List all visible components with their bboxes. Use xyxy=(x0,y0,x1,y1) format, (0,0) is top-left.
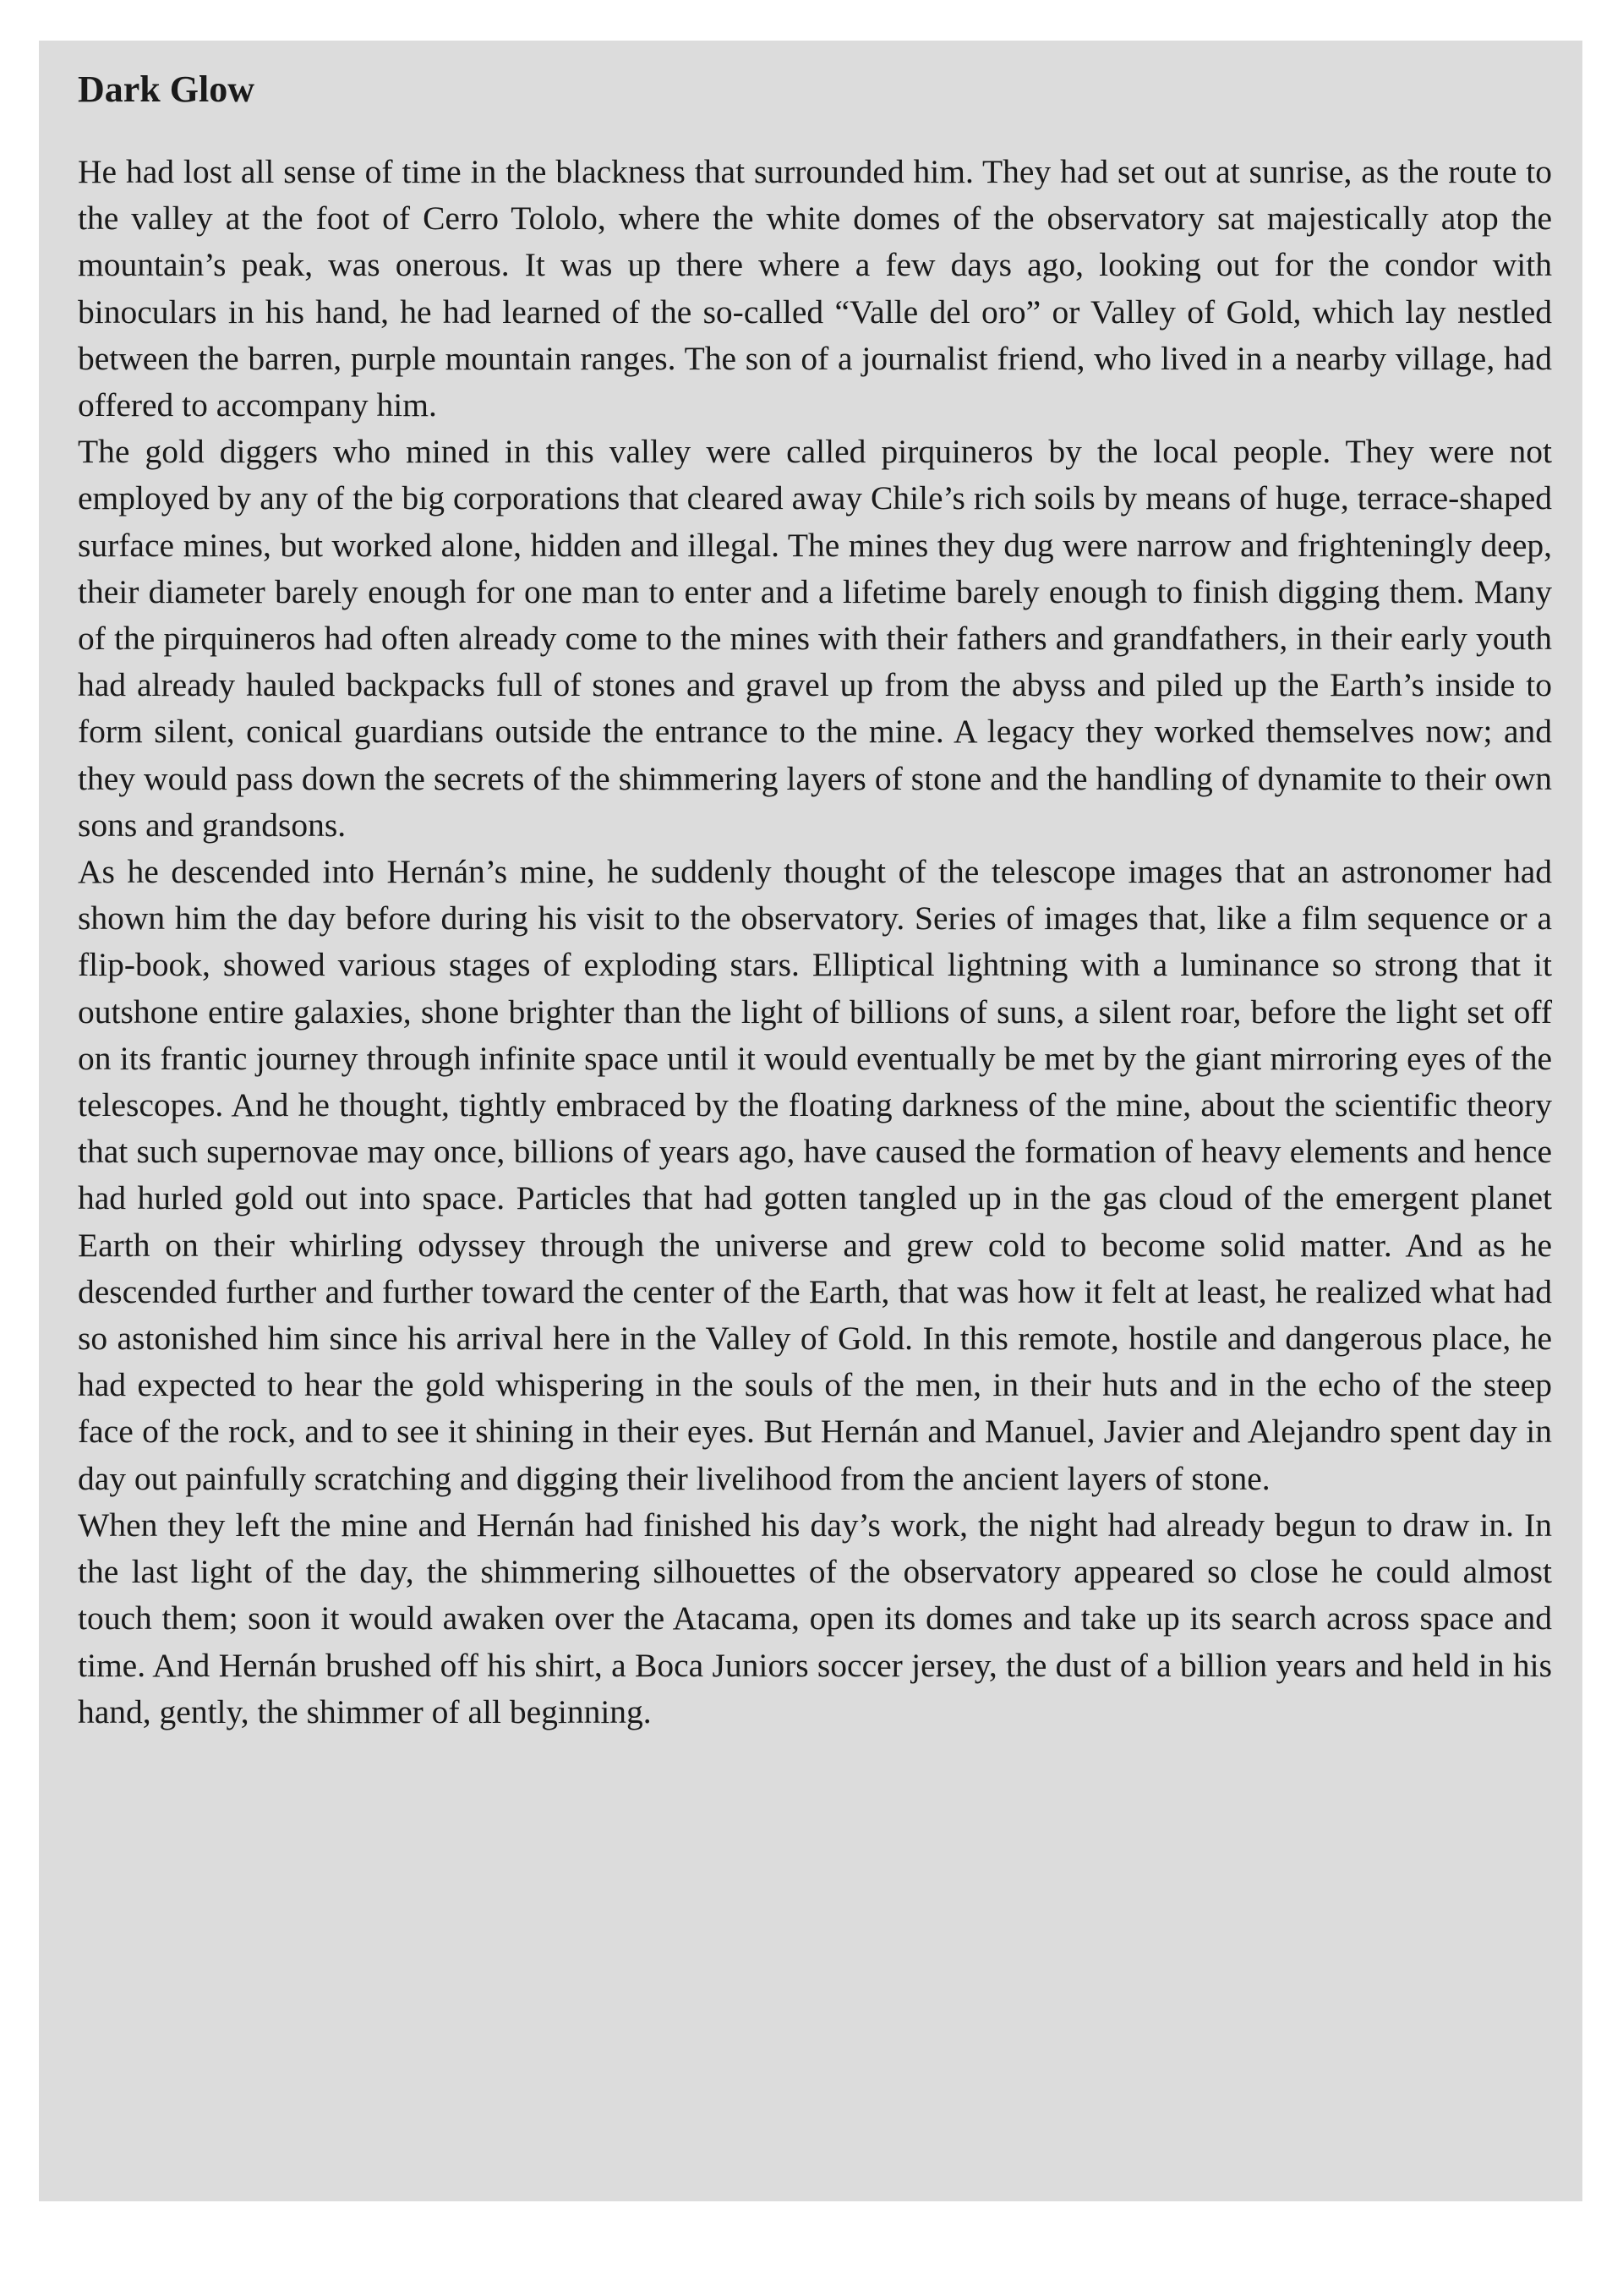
paragraph: As he descended into Hernán’s mine, he suddenly thought of the telescope images that an astronomer had shown him the day before during his visit to the observatory. Series of images that, like a film sequence or a flip-book, showed various stages of exploding stars. Elliptical lightning with a luminance so strong that it outshone entire galaxies, shone brighter than the light of billions of suns, a silent roar, before the light set off on its frantic journey through infinite space until it would eventually be met by the giant mirroring eyes of the telescopes. And he thought, tightly embraced by the floating darkness of the mine, about the scientific theory that such supernovae may once, billions of years ago, have caused the formation of heavy elements and hence had hurled gold out into space. Particles that had gotten tangled up in the gas cloud of the emergent planet Earth on their whirling odyssey through the universe and grew cold to become solid matter. And as he descended further and further toward the center of the Earth, that was how it felt at least, he realized what had so astonished him since his arrival here in the Valley of Gold. In this remote, hostile and dangerous place, he had expected to hear the gold whispering in the souls of the men, in their huts and in the echo of the steep face of the rock, and to see it shining in their eyes. But Hernán and Manuel, Javier and Alejandro spent day in day out painfully scratching and digging their livelihood from the ancient layers of stone. xyxy=(78,853,1552,1497)
paragraph: When they left the mine and Hernán had finished his day’s work, the night had already begun to draw in. In the last light of the day, the shimmering silhouettes of the observatory appeared so close he could almost touch them; soon it would awaken over the Atacama, open its domes and take up its search across space and time. And Hernán brushed off his shirt, a Boca Juniors soccer jersey, the dust of a billion years and held in his hand, gently, the shimmer of all beginning. xyxy=(78,1506,1552,1730)
paragraph: He had lost all sense of time in the blackness that surrounded him. They had set out at sunrise, as the route to the valley at the foot of Cerro Tololo, where the white domes of the observatory sat majestically atop the mountain’s peak, was onerous. It was up there where a few days ago, looking out for the condor with binoculars in his hand, he had learned of the so-called “Valle del oro” or Valley of Gold, which lay nestled between the barren, purple mountain ranges. The son of a journalist friend, who lived in a nearby village, had offered to accompany him. xyxy=(78,153,1552,424)
paragraph: The gold diggers who mined in this valley were called pirquineros by the local people. They were not employed by any of the big corporations that cleared away Chile’s rich soils by means of huge, terrace-shaped surface mines, but worked alone, hidden and illegal. The mines they dug were narrow and frighteningly deep, their diameter barely enough for one man to enter and a lifetime barely enough to finish digging them. Many of the pirquineros had often already come to the mines with their fathers and grandfathers, in their early youth had already hauled backpacks full of stones and gravel up from the abyss and piled up the Earth’s inside to form silent, conical guardians outside the entrance to the mine. A legacy they worked themselves now; and they would pass down the secrets of the shimmering layers of stone and the handling of dynamite to their own sons and grandsons. xyxy=(78,433,1552,844)
document-body xyxy=(78,149,1552,1736)
document-page xyxy=(39,41,1582,2201)
document-title: Dark Glow xyxy=(78,68,254,110)
